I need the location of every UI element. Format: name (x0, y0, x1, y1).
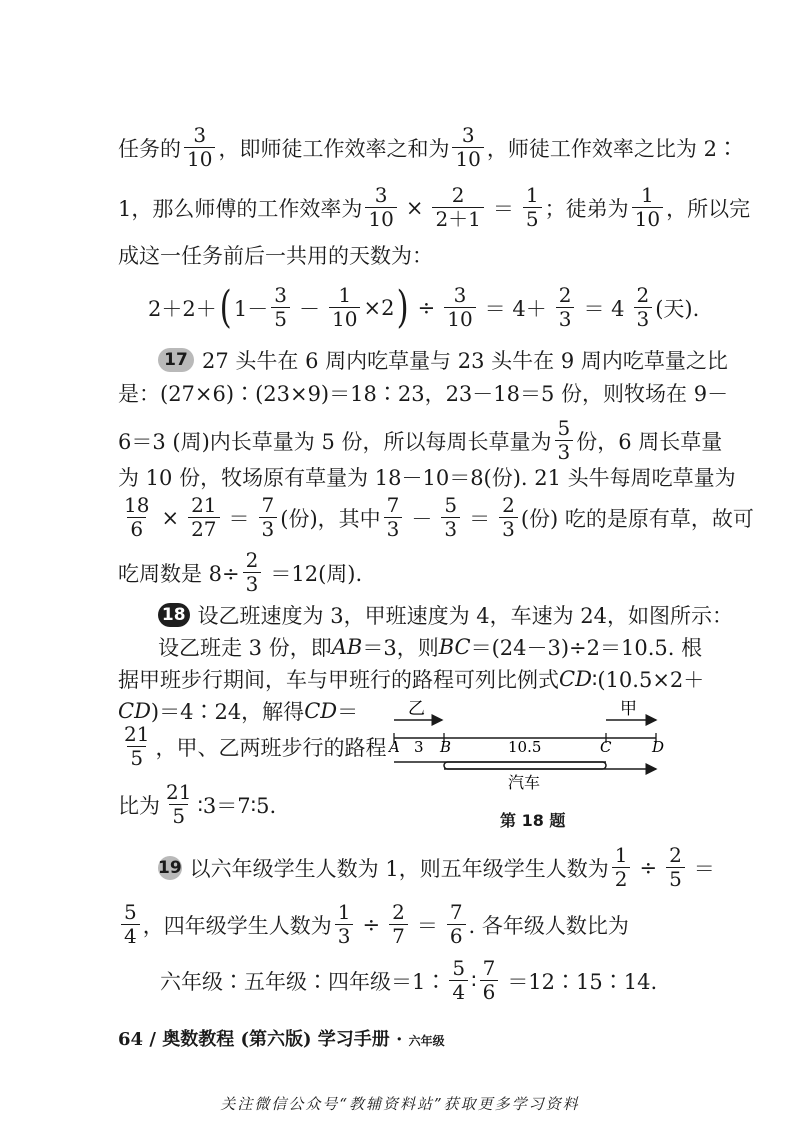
page-footer: 64 / 奥数教程 (第六版) 学习手册 · 六年级 (118, 1029, 445, 1050)
p17-line6: 吃周数是 8÷ $\frac{2}{3}$ ＝12(周). (118, 548, 363, 596)
fraction: $\frac{1}{2}$ (612, 845, 631, 890)
point-a: A (389, 738, 400, 756)
fraction: $\frac{1}{10}$ (329, 285, 360, 330)
segment-bc-length: 10.5 (508, 738, 542, 756)
problem-number-badge: 18 (158, 603, 190, 627)
fraction: $\frac{2}{5}$ (666, 845, 685, 890)
para1-line2: 1，那么师傅的工作效率为 $\frac{3}{10}$ × $\frac{2}{2+1}$ ＝ $\frac{1}{5}$ ；徒弟为 $\frac{1}{10}$ ，所以完 (118, 183, 751, 231)
p19-line1: 19 以六年级学生人数为 1，则五年级学生人数为 $\frac{1}{2}$ ÷ $\frac{2}{5}$ ＝ (158, 843, 715, 891)
para1-line3: 成这一任务前后一共用的天数为： (118, 244, 433, 268)
fraction: $\frac{1}{10}$ (632, 185, 663, 230)
fraction: $\frac{18}{6}$ (124, 493, 150, 541)
fraction: $\frac{5}{3}$ (555, 418, 574, 463)
segment-ab-length: 3 (414, 738, 424, 756)
fraction: $\frac{7}{6}$ (480, 958, 499, 1003)
fraction: $\frac{2}{3}$ (499, 495, 518, 540)
p17-line1: 17 27 头牛在 6 周内吃草量与 23 头牛在 9 周内吃草量之比 (158, 345, 733, 375)
car-path-return (444, 762, 606, 769)
point-c: C (600, 738, 612, 756)
fraction: $\frac{3}{10}$ (184, 125, 215, 170)
point-d: D (652, 738, 665, 756)
p19-line2: $\frac{5}{4}$ ，四年级学生人数为 $\frac{1}{3}$ ÷ $\frac{2}{7}$ ＝ $\frac{7}{6}$ . 各年级人数比为 (118, 902, 693, 947)
point-b: B (440, 738, 452, 756)
fraction: $\frac{3}{5}$ (271, 285, 290, 330)
grade-label: 六年级 (408, 1034, 445, 1048)
fraction: $\frac{3}{10}$ (444, 285, 475, 330)
fraction: $\frac{7}{6}$ (447, 902, 466, 947)
problem-number-badge: 17 (158, 348, 194, 372)
fraction: $\frac{2}{7}$ (389, 902, 408, 947)
watermark-text: 关注微信公众号“教辅资料站”获取更多学习资料 (220, 1095, 580, 1113)
p18-line6: 比为 $\frac{21}{5}$ ∶3＝7∶5. (118, 780, 277, 828)
label-yi: 乙 (408, 699, 425, 719)
p17-line4: 为 10 份，牧场原有草量为 18－10＝8(份). 21 头牛每周吃草量为 (118, 466, 736, 490)
problem-18-diagram (380, 690, 680, 800)
para1-equation: 2＋2＋ ( 1－ $\frac{3}{5}$ － $\frac{1}{10}$ ×2 ) ÷ $\frac{3}{10}$ ＝ 4＋ $\frac{2}{3}$ ＝ 4 $\frac{2}{3}$ (天). (148, 281, 700, 333)
fraction: $\frac{5}{4}$ (449, 958, 468, 1003)
fraction: $\frac{5}{3}$ (441, 495, 460, 540)
fraction: $\frac{3}{10}$ (365, 185, 396, 230)
page-number: 64 (118, 1029, 144, 1050)
fraction: $\frac{2}{3}$ (243, 550, 262, 595)
fraction: $\frac{21}{5}$ (124, 722, 150, 770)
p18-line2: 设乙班走 3 份，即 AB ＝3，则 BC ＝(24－3)÷2＝10.5. 根 (158, 635, 703, 660)
para1-line1: 任务的 $\frac{3}{10}$ ，即师徒工作效率之和为 $\frac{3}{10}$ ，师徒工作效率之比为 2∶ (118, 123, 738, 171)
p17-line5: $\frac{18}{6}$ × $\frac{21}{27}$ ＝ $\frac{7}{3}$ (份)，其中 $\frac{7}{3}$ － $\frac{5}{3}$ ＝ $\frac{2}{3}$ (份) 吃的是原有草，故可 (118, 495, 693, 540)
fraction: $\frac{21}{27}$ (188, 495, 219, 540)
p17-line3: 6＝3 (周)内长草量为 5 份，所以每周长草量为 $\frac{5}{3}$ 份，6 周长草量 (118, 416, 723, 464)
label-car: 汽车 (508, 773, 541, 792)
fraction: $\frac{2}{3}$ (556, 285, 575, 330)
fraction: $\frac{2}{3}$ (634, 285, 653, 330)
fraction: $\frac{7}{3}$ (259, 495, 278, 540)
fraction: $\frac{2}{2+1}$ (432, 185, 483, 230)
fraction: $\frac{3}{10}$ (452, 125, 483, 170)
book-title: 奥数教程 (第六版) 学习手册 (162, 1029, 390, 1050)
p18-line3: 据甲班步行期间，车与甲班行的路程可列比例式 CD ∶(10.5×2＋ (118, 667, 705, 692)
figure-caption: 第 18 题 (500, 811, 566, 830)
p18-line5: $\frac{21}{5}$ ，甲、乙两班步行的路程 (118, 724, 378, 769)
fraction: $\frac{5}{4}$ (121, 902, 140, 947)
p19-line3: 六年级∶五年级∶四年级＝1∶ $\frac{5}{4}$ ∶ $\frac{7}{6}$ ＝12∶15∶14. (160, 956, 658, 1004)
p17-line2: 是：(27×6)∶(23×9)＝18∶23，23－18＝5 份，则牧场在 9－ (118, 382, 729, 406)
fraction: $\frac{1}{3}$ (335, 902, 354, 947)
fraction: $\frac{1}{5}$ (523, 185, 542, 230)
p18-line4: CD )＝4∶24，解得 CD ＝ (118, 699, 359, 724)
label-jia: 甲 (620, 699, 637, 719)
problem-number-badge: 19 (158, 857, 182, 878)
p18-line1: 18 设乙班速度为 3，甲班速度为 4，车速为 24，如图所示： (158, 600, 733, 630)
fraction: $\frac{21}{5}$ (166, 780, 192, 828)
fraction: $\frac{7}{3}$ (384, 495, 403, 540)
